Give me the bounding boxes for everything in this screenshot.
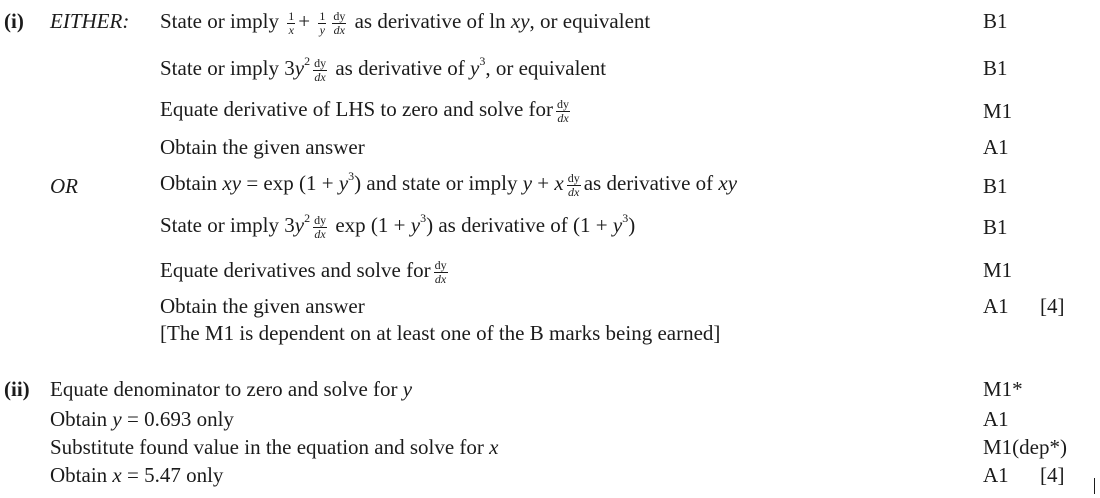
text-cursor [1094, 478, 1095, 494]
line-text: ) and state or imply [354, 171, 518, 195]
line-text: State or imply [160, 9, 279, 33]
math-var: y [112, 407, 122, 431]
part-ii-line-4 [50, 462, 223, 488]
line-text: = 5.47 only [121, 463, 224, 487]
fraction-dy-dx: $\frac{dy}{dx}$ [567, 170, 580, 199]
or-line-1 [160, 170, 737, 199]
line-text: exp (1 + [335, 213, 406, 237]
part-i-label: (i) [4, 9, 24, 33]
line-text: State or imply 3 [160, 213, 295, 237]
math-var: y [338, 171, 349, 195]
dependency-note: [The M1 is dependent on at least one of the B marks being earned] [160, 321, 721, 345]
either-line-1 [160, 8, 650, 37]
math-var: x [554, 171, 564, 195]
line-text: as derivative of [335, 56, 465, 80]
mark-cell: M1 [983, 258, 1013, 282]
either-line-4: Obtain the given answer [160, 135, 365, 159]
exponent: 2 [304, 211, 311, 225]
part-ii-line-3 [50, 434, 499, 460]
math-var: y [470, 56, 480, 80]
exponent: 2 [304, 54, 311, 68]
part-ii-label: (ii) [4, 377, 30, 401]
fraction-1-over-y: $\frac{1}{y}$ [319, 8, 326, 37]
line-text: Equate denominator to zero and solve for [50, 377, 398, 401]
mark-cell: A1 [983, 463, 1009, 487]
or-line-2 [160, 212, 635, 241]
line-text: Obtain [160, 171, 218, 195]
mark-cell: A1 [983, 407, 1009, 431]
exponent: 3 [479, 54, 486, 68]
math-var: xy [222, 171, 242, 195]
fraction-dy-dx: $\frac{dy}{dx}$ [314, 212, 327, 241]
line-text: as derivative of [583, 171, 714, 195]
math-var: xy [510, 9, 530, 33]
math-var: y [294, 56, 305, 80]
part-total: [4] [1040, 463, 1065, 487]
line-text: Substitute found value in the equation and solve for [50, 435, 484, 459]
or-label: OR [50, 174, 78, 198]
line-text: Obtain [50, 407, 108, 431]
line-text: + [532, 171, 550, 195]
fraction-dy-dx: $\frac{dy}{dx}$ [557, 96, 570, 125]
math-var: x [112, 463, 122, 487]
math-var: y [410, 213, 421, 237]
part-ii-line-1 [50, 376, 412, 402]
fraction-dy-dx: $\frac{dy}{dx}$ [434, 257, 447, 286]
part-ii-line-2 [50, 406, 234, 432]
line-text: = exp (1 + [241, 171, 334, 195]
mark-cell: B1 [983, 174, 1008, 198]
either-line-3 [160, 96, 573, 125]
line-text: State or imply 3 [160, 56, 295, 80]
mark-cell: M1 [983, 99, 1013, 123]
mark-cell: M1* [983, 377, 1023, 401]
part-total: [4] [1040, 294, 1065, 318]
mark-cell: A1 [983, 294, 1009, 318]
math-var: x [489, 435, 499, 459]
line-text: Equate derivative of LHS to zero and solve for [160, 97, 554, 121]
exponent: 3 [622, 211, 629, 225]
line-text: , or equivalent [529, 9, 651, 33]
or-line-3 [160, 257, 451, 286]
either-label: EITHER: [50, 9, 130, 33]
line-text: Equate derivatives and solve for [160, 258, 431, 282]
math-var: y [612, 213, 623, 237]
math-var: y [402, 377, 413, 401]
mark-cell: B1 [983, 215, 1008, 239]
either-line-2 [160, 55, 606, 84]
line-text: as derivative of ln [354, 9, 506, 33]
line-text: ) [628, 213, 636, 237]
fraction-dy-dx: $\frac{dy}{dx}$ [333, 8, 346, 37]
mark-cell: B1 [983, 56, 1008, 80]
fraction-1-over-x: $\frac{1}{x}$ [288, 8, 295, 37]
mark-cell: M1(dep*) [983, 435, 1067, 459]
mark-cell: B1 [983, 9, 1008, 33]
or-line-4: Obtain the given answer [160, 294, 365, 318]
exponent: 3 [348, 169, 355, 183]
line-text: Obtain [50, 463, 108, 487]
fraction-dy-dx: $\frac{dy}{dx}$ [314, 55, 327, 84]
exponent: 3 [420, 211, 427, 225]
line-text: ) as derivative of (1 + [426, 213, 608, 237]
line-text: , or equivalent [485, 56, 607, 80]
math-var: xy [718, 171, 738, 195]
plus-sign: + [298, 9, 311, 33]
math-var: y [522, 171, 533, 195]
mark-cell: A1 [983, 135, 1009, 159]
line-text: = 0.693 only [121, 407, 234, 431]
math-var: y [294, 213, 305, 237]
